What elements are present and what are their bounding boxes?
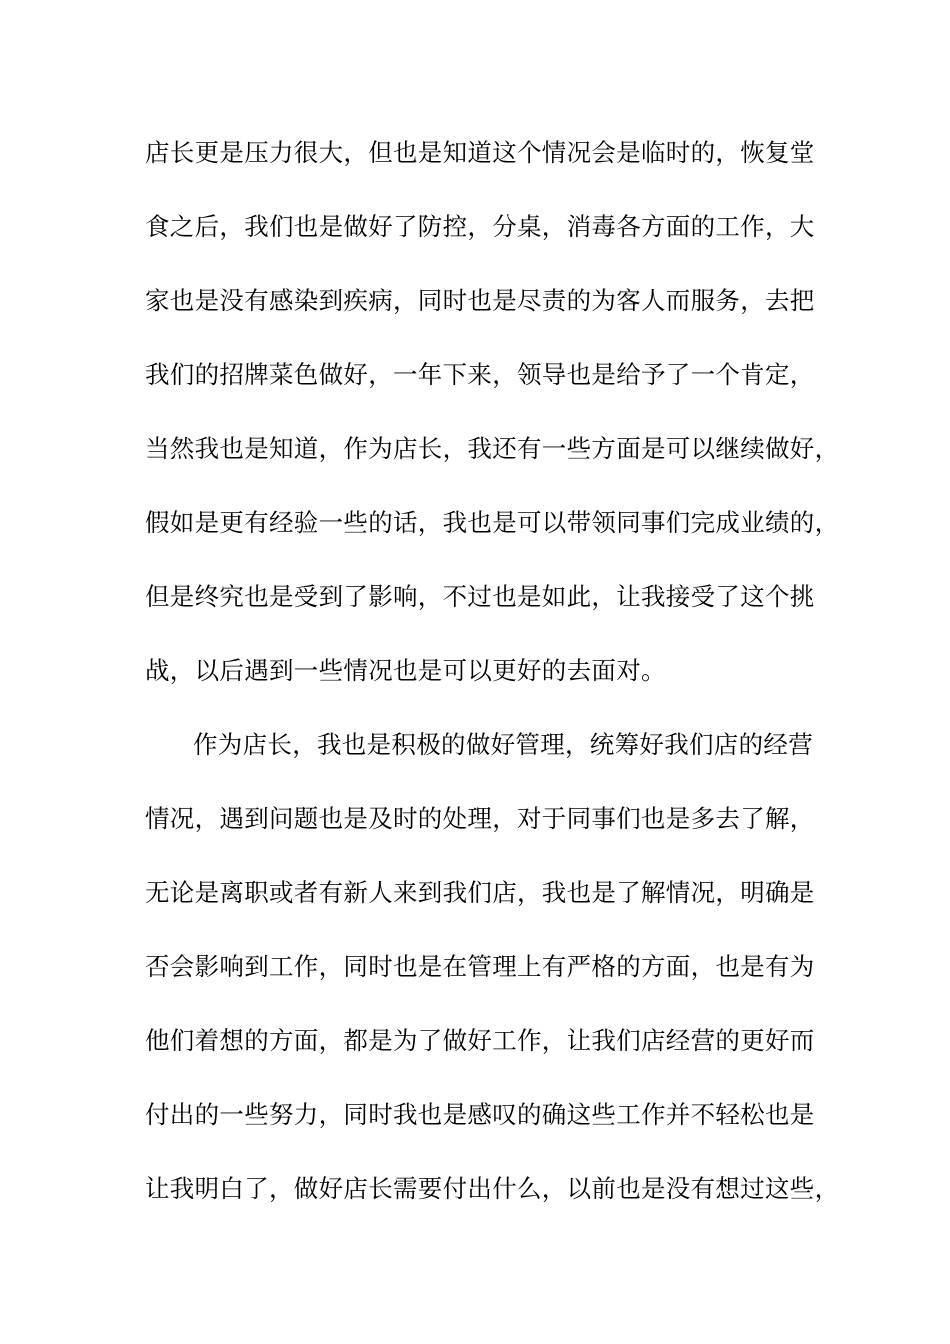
text-line: 当然我也是知道，作为店长，我还有一些方面是可以继续做好， [145,434,840,463]
text-line: 但是终究也是受到了影响，不过也是如此，让我接受了这个挑 [145,582,815,611]
text-line: 战，以后遇到一些情况也是可以更好的去面对。 [145,656,666,685]
text-line: 假如是更有经验一些的话，我也是可以带领同事们完成业绩的， [145,508,840,537]
text-line: 家也是没有感染到疾病，同时也是尽责的为客人而服务，去把 [145,286,815,315]
text-line: 我们的招牌菜色做好，一年下来，领导也是给予了一个肯定， [145,360,815,389]
text-line: 无论是离职或者有新人来到我们店，我也是了解情况，明确是 [145,878,815,907]
text-line: 食之后，我们也是做好了防控，分桌，消毒各方面的工作，大 [145,212,815,241]
text-line: 店长更是压力很大，但也是知道这个情况会是临时的，恢复堂 [145,138,815,167]
text-line: 他们着想的方面，都是为了做好工作，让我们店经营的更好而 [145,1026,815,1055]
paragraph-start-line: 作为店长，我也是积极的做好管理，统筹好我们店的经营 [193,730,813,759]
text-line: 情况，遇到问题也是及时的处理，对于同事们也是多去了解， [145,804,815,833]
text-line: 让我明白了，做好店长需要付出什么，以前也是没有想过这些， [145,1174,840,1203]
text-line: 付出的一些努力，同时我也是感叹的确这些工作并不轻松也是 [145,1100,815,1129]
body-text [145,128,840,1238]
text-line: 否会影响到工作，同时也是在管理上有严格的方面，也是有为 [145,952,815,981]
